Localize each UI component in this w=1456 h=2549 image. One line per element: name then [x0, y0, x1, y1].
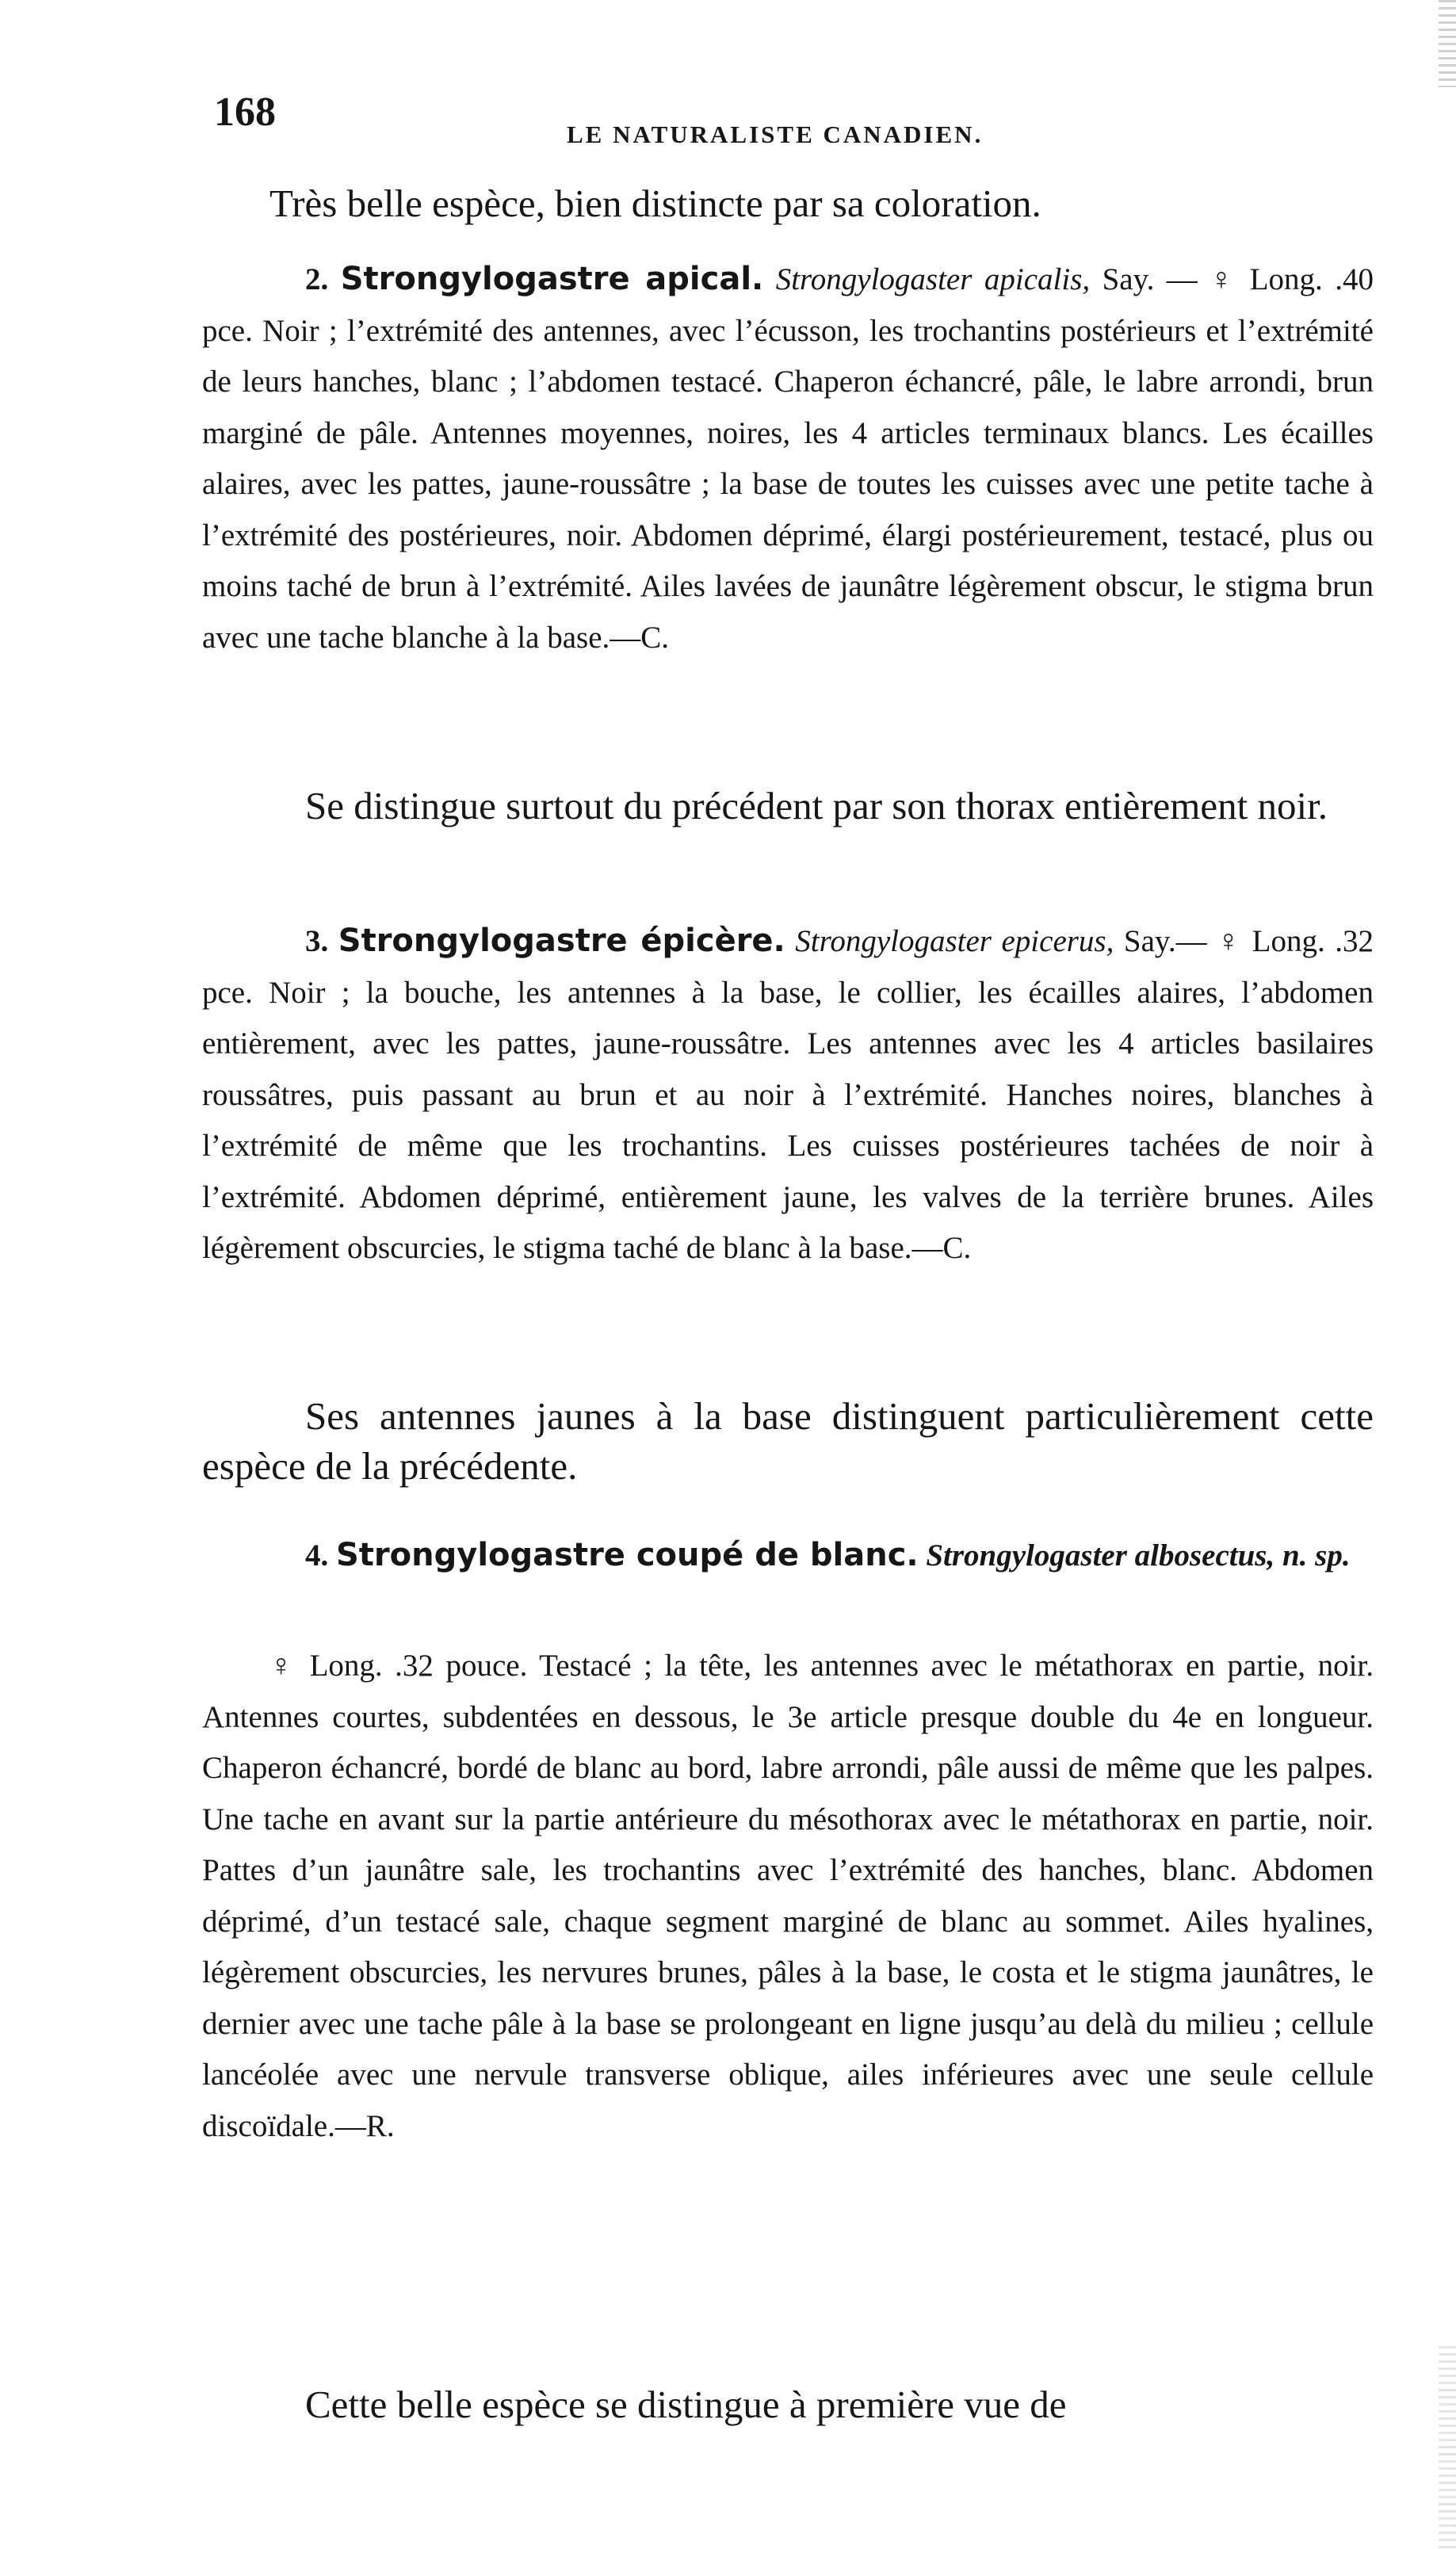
running-head: LE NATURALISTE CANADIEN. — [567, 120, 984, 148]
page-number: 168 — [214, 90, 276, 135]
paragraph-closing — [202, 2379, 1374, 2429]
species-number: 2. — [305, 262, 329, 296]
species-number: 4. — [305, 1538, 329, 1573]
paragraph-text: Ses antennes jaunes à la base distinguent particulièrement cette espèce de la précédente. — [202, 1394, 1374, 1488]
paragraph-text: Très belle espèce, bien distincte par sa coloration. — [269, 182, 1041, 225]
species-entry-apical — [202, 254, 1374, 663]
page-edge-shadow-top — [1439, 0, 1456, 87]
page-edge-shadow-bottom — [1439, 2346, 1456, 2549]
species-latin-name: Strongylogaster apicalis, — [775, 262, 1091, 296]
paragraph-distinction-apical — [202, 781, 1374, 831]
species-common-name: Strongylogastre apical. — [340, 261, 764, 297]
paragraph-intro-remark — [202, 178, 1374, 228]
species-description: Say. — ♀ Long. .40 pce. Noir ; l’extrémité des antennes, avec l’écusson, les trochantins postérieurs et l’extrémité de leurs hanches, blanc ; l’abdomen testacé. Chaperon échancré, pâle, le labre arrondi, brun marginé de pâle. Antennes moyennes, noires, les 4 articles terminaux blancs. Les écailles alaires, avec les pattes, jaune-roussâtre ; la base de toutes les cuisses avec une petite tache à l’extrémité des postérieures, noir. Abdomen déprimé, élargi postérieurement, testacé, plus ou moins taché de brun à l’extrémité. Ailes lavées de jaunâtre légèrement obscur, le stigma brun avec une tache blanche à la base.—C. — [202, 262, 1374, 655]
species-description: ♀ Long. .32 pouce. Testacé ; la tête, les antennes avec le métathorax en partie, noir. Antennes courtes, subdentées en dessous, le 3e article presque double du 4e en longueur. Chaperon échancré, bordé de blanc au bord, labre arrondi, pâle aussi de même que les palpes. Une tache en avant sur la partie antérieure du mésothorax avec le métathorax en partie, noir. Pattes d’un jaunâtre sale, les trochantins avec l’extrémité des hanches, blanc. Abdomen déprimé, d’un testacé sale, chaque segment marginé de blanc au sommet. Ailes hyalines, légèrement obscurcies, les nervures brunes, pâles à la base, le costa et le stigma jaunâtres, le dernier avec une tache pâle à la base se prolongeant en ligne jusqu’au delà du milieu ; cellule lancéolée avec une nervule transverse oblique, ailes inférieures avec une seule cellule discoïdale.—R. — [202, 1649, 1374, 2143]
species-entry-epicere — [202, 915, 1374, 1274]
species-latin-name: Strongylogaster epicerus, — [795, 924, 1114, 958]
species-latin-name: Strongylogaster albosectus, n. sp. — [926, 1538, 1351, 1573]
paragraph-text: Cette belle espèce se distingue à première vue de — [305, 2383, 1067, 2426]
species-number: 3. — [305, 924, 329, 958]
species-heading-albosectus — [202, 1530, 1374, 1582]
species-common-name: Strongylogastre épicère. — [338, 923, 785, 959]
species-description: Say.— ♀ Long. .32 pce. Noir ; la bouche, les antennes à la base, le collier, les écailles alaires, l’abdomen entièrement, avec les pattes, jaune-roussâtre. Les antennes avec les 4 articles basilaires roussâtres, puis passant au brun et au noir à l’extrémité. Hanches noires, blanches à l’extrémité de même que les trochantins. Les cuisses postérieures tachées de noir à l’extrémité. Abdomen déprimé, entièrement jaune, les valves de la terrière brunes. Ailes légèrement obscurcies, le stigma taché de blanc à la base.—C. — [202, 924, 1374, 1265]
species-common-name: Strongylogastre coupé de blanc. — [336, 1537, 919, 1573]
species-description-albosectus — [202, 1641, 1374, 2152]
paragraph-distinction-epicere — [202, 1391, 1374, 1491]
paragraph-text: Se distingue surtout du précédent par son thorax entièrement noir. — [305, 784, 1328, 827]
